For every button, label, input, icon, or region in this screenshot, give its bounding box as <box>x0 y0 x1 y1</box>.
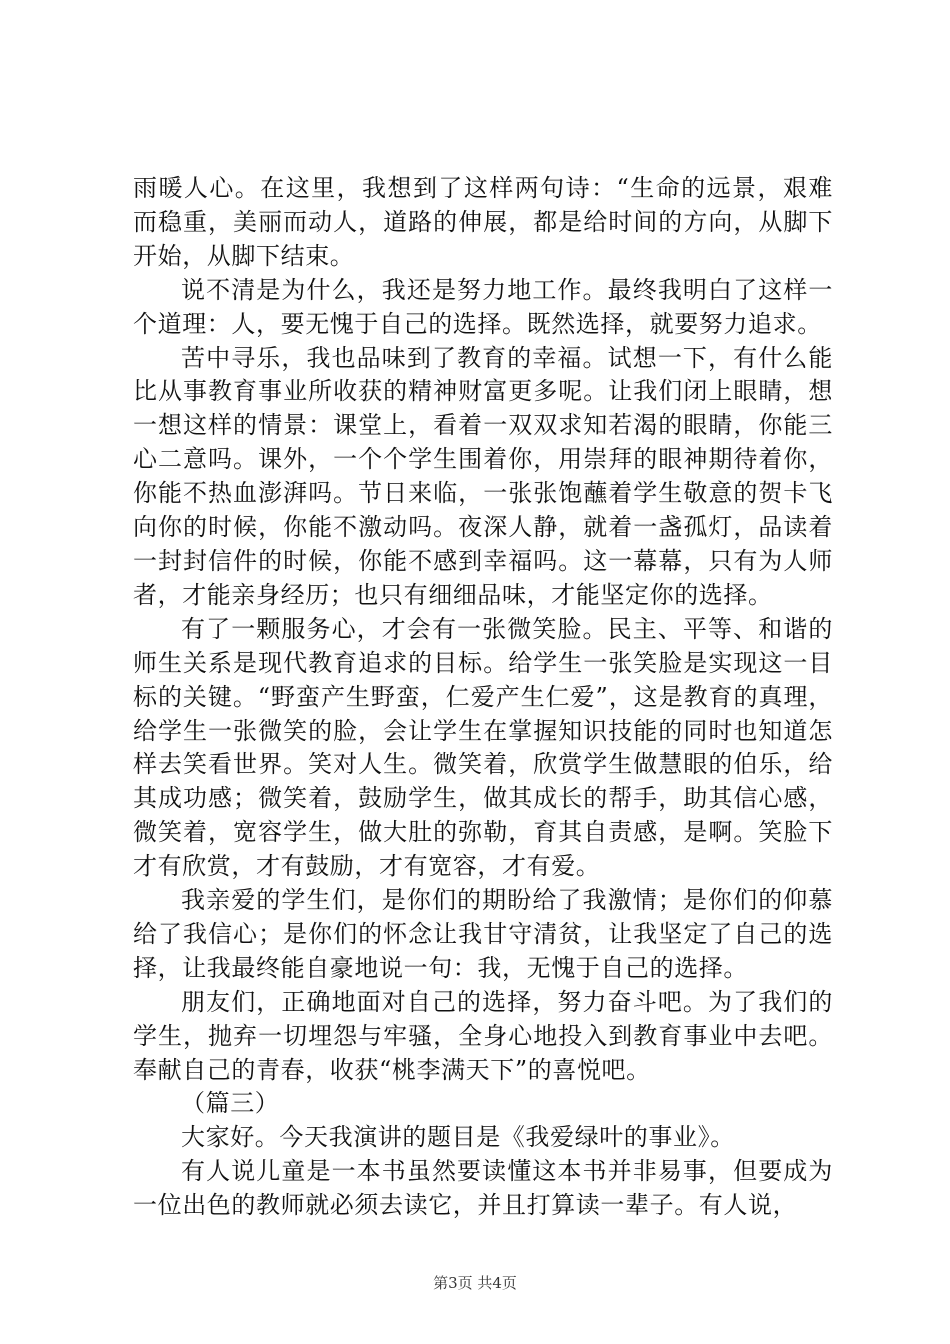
paragraph: 有人说儿童是一本书虽然要读懂这本书并非易事，但要成为一位出色的教师就必须去读它，并且打算读一辈子。有人说， <box>133 1157 833 1220</box>
paragraph-continued: 雨暖人心。在这里，我想到了这样两句诗：“生命的远景，艰难而稳重，美丽而动人，道路的伸展，都是给时间的方向，从脚下开始，从脚下结束。 <box>133 174 833 270</box>
paragraph: 我亲爱的学生们，是你们的期盼给了我激情；是你们的仰慕给了我信心；是你们的怀念让我甘守清贫，让我坚定了自己的选择，让我最终能自豪地说一句：我，无愧于自己的选择。 <box>133 886 833 982</box>
section-heading: （篇三） <box>181 1089 280 1118</box>
paragraph: 苦中寻乐，我也品味到了教育的幸福。试想一下，有什么能比从事教育事业所收获的精神财富更多呢。让我们闭上眼睛，想一想这样的情景：课堂上，看着一双双求知若渴的眼睛，你能三心二意吗。课外，一个个学生围着你，用崇拜的眼神期待着你，你能不热血澎湃吗。节日来临，一张张饱蘸着学生敬意的贺卡飞向你的时候，你能不激动吗。夜深人静，就着一盏孤灯，品读着一封封信件的时候，你能不感到幸福吗。这一幕幕，只有为人师者，才能亲身经历；也只有细细品味，才能坚定你的选择。 <box>133 343 833 609</box>
paragraph: 大家好。今天我演讲的题目是《我爱绿叶的事业》。 <box>181 1123 735 1152</box>
paragraph: 说不清是为什么，我还是努力地工作。最终我明白了这样一个道理：人，要无愧于自己的选择。既然选择，就要努力追求。 <box>133 275 833 338</box>
paragraph: 有了一颗服务心，才会有一张微笑脸。民主、平等、和谐的师生关系是现代教育追求的目标。给学生一张笑脸是实现这一目标的关键。“野蛮产生野蛮，仁爱产生仁爱”，这是教育的真理，给学生一张微笑的脸，会让学生在掌握知识技能的同时也知道怎样去笑看世界。笑对人生。微笑着，欣赏学生做慧眼的伯乐，给其成功感；微笑着，鼓励学生，做其成长的帮手，助其信心感，微笑着，宽容学生，做大肚的弥勒，育其自责感，是啊。笑脸下才有欣赏，才有鼓励，才有宽容，才有爱。 <box>133 614 833 881</box>
document-body <box>133 172 833 1223</box>
page-footer: 第3页 共4页 <box>433 1274 517 1292</box>
paragraph: 朋友们，正确地面对自己的选择，努力奋斗吧。为了我们的学生，抛弃一切埋怨与牢骚，全身心地投入到教育事业中去吧。奉献自己的青春，收获“桃李满天下”的喜悦吧。 <box>133 987 833 1084</box>
